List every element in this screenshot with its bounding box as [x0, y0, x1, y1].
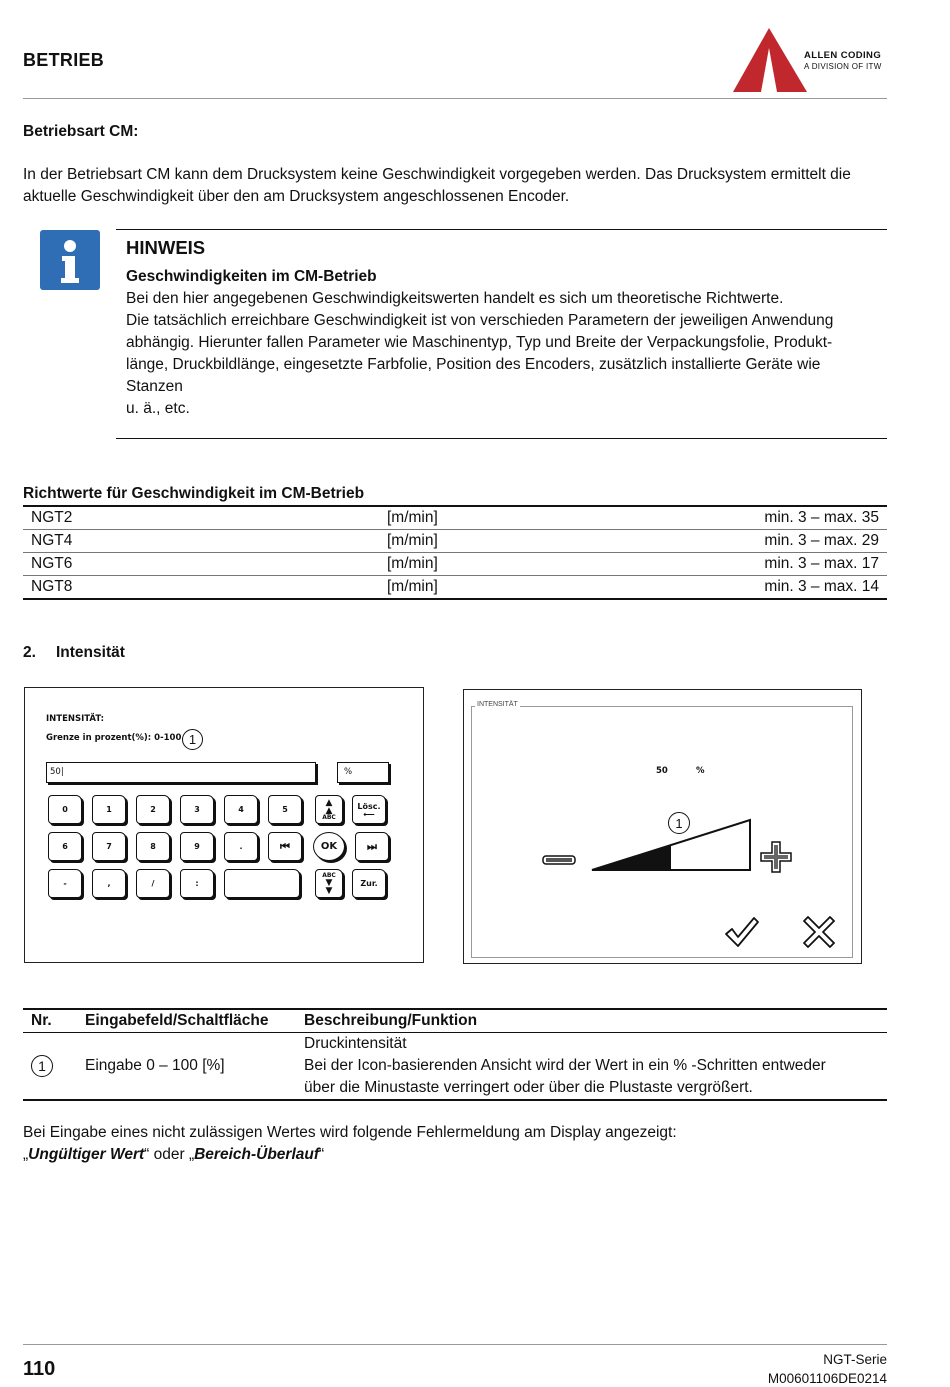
note-title: HINWEIS: [126, 237, 206, 258]
key-1[interactable]: 1: [92, 795, 126, 824]
marker-1-icon: 1: [668, 812, 690, 834]
key-9[interactable]: 9: [180, 832, 214, 861]
intensity-input[interactable]: [46, 762, 316, 783]
description-cell: [296, 1033, 887, 1101]
speed-table: [23, 505, 887, 600]
abc-label: ABC: [322, 813, 336, 821]
section2-title: Intensität: [56, 644, 125, 661]
description-line: über die Minustaste verringert oder über die Plustaste vergrößert.: [304, 1079, 753, 1096]
table-header-row: [23, 1009, 887, 1033]
marker-1-icon: 1: [31, 1055, 53, 1077]
cancel-button[interactable]: [801, 916, 837, 948]
unit-cell: [m/min]: [379, 506, 551, 530]
key-8[interactable]: 8: [136, 832, 170, 861]
keypad-limit-label: Grenze in prozent(%): 0-100: [46, 733, 182, 743]
header-divider: [23, 98, 887, 99]
confirm-button[interactable]: [724, 916, 760, 948]
header-nr: Nr.: [23, 1009, 77, 1033]
skip-back-icon: ⏮: [280, 839, 290, 853]
key-colon[interactable]: :: [180, 869, 214, 898]
shift-down-button[interactable]: [315, 869, 343, 898]
error-messages: [23, 1144, 324, 1166]
key-dot[interactable]: .: [224, 832, 258, 861]
key-dash[interactable]: -: [48, 869, 82, 898]
slider-value: 50: [656, 766, 668, 776]
field-cell: Eingabe 0 – 100 [%]: [77, 1033, 296, 1101]
key-2[interactable]: 2: [136, 795, 170, 824]
note-line: u. ä., etc.: [126, 400, 190, 417]
double-down-arrow-icon: ▼ ▼: [325, 877, 333, 896]
section-title: BETRIEB: [23, 50, 105, 70]
error-intro: Bei Eingabe eines nicht zulässigen Wertes wird folgende Fehlermeldung am Display angezeigt:: [23, 1124, 677, 1141]
note-body: [126, 288, 886, 420]
keypad-title: INTENSITÄT:: [46, 714, 105, 724]
delete-label: Lösc.: [357, 801, 381, 811]
info-icon: [40, 230, 100, 290]
note-line: Stanzen: [126, 378, 183, 395]
model-cell: NGT2: [23, 506, 379, 530]
table-row: [23, 506, 887, 530]
table-row: [23, 1033, 887, 1101]
keypad-screen: [24, 687, 424, 963]
intro-text: In der Betriebsart CM kann dem Drucksystem keine Geschwindigkeit vorgegeben werden. Das Drucksystem ermittelt die aktuelle Geschwindigkeit über den am Drucksystem angeschlossenen Encoder.: [23, 166, 851, 205]
minus-icon: [542, 855, 576, 865]
nr-cell: [23, 1033, 77, 1101]
key-comma[interactable]: ,: [92, 869, 126, 898]
model-cell: NGT6: [23, 553, 379, 576]
cursor-left-button[interactable]: [268, 832, 302, 861]
model-cell: NGT4: [23, 530, 379, 553]
unit-field: [337, 762, 389, 783]
close-icon: [801, 916, 837, 948]
slider-unit: %: [696, 766, 705, 776]
key-7[interactable]: 7: [92, 832, 126, 861]
header-field: Eingabefeld/Schaltfläche: [77, 1009, 296, 1033]
intro-heading: Betriebsart CM:: [23, 123, 139, 140]
error-range-overflow: Bereich-Überlauf: [194, 1146, 320, 1163]
note-line: Bei den hier angegebenen Geschwindigkeitswerten handelt es sich um theoretische Richtwerte.: [126, 290, 784, 307]
note-line: Die tatsächlich erreichbare Geschwindigkeit ist von verschieden Parametern der jeweiligen Anwendung: [126, 312, 834, 329]
quote-close: “: [319, 1146, 325, 1163]
ok-label: OK: [320, 841, 338, 852]
slider-screen: [463, 689, 862, 964]
allen-coding-logo-icon: [733, 28, 809, 94]
table-row: [23, 576, 887, 600]
error-invalid-value: Ungültiger Wert: [28, 1146, 145, 1163]
abc-label: ABC: [322, 871, 336, 879]
note-top-rule: [116, 229, 887, 230]
backspace-arrow-icon: ⟵: [363, 809, 375, 819]
footer-doc-id: M00601106DE0214: [767, 1371, 887, 1386]
range-cell: min. 3 – max. 29: [551, 530, 887, 553]
page-number: 110: [23, 1358, 56, 1380]
note-bottom-rule: [116, 438, 887, 439]
footer-series: NGT-Serie: [823, 1352, 887, 1367]
range-cell: min. 3 – max. 14: [551, 576, 887, 600]
unit-cell: [m/min]: [379, 553, 551, 576]
header-description: Beschreibung/Funktion: [296, 1009, 887, 1033]
unit-label: %: [344, 767, 353, 777]
shift-up-button[interactable]: [315, 795, 343, 824]
note-subtitle: Geschwindigkeiten im CM-Betrieb: [126, 268, 377, 285]
key-5[interactable]: 5: [268, 795, 302, 824]
range-cell: min. 3 – max. 17: [551, 553, 887, 576]
footer-divider: [23, 1344, 887, 1345]
intensity-input-value: 50|: [50, 767, 64, 777]
checkmark-icon: [724, 916, 760, 948]
unit-cell: [m/min]: [379, 576, 551, 600]
model-cell: NGT8: [23, 576, 379, 600]
note-line: abhängig. Hierunter fallen Parameter wie Maschinentyp, Typ und Breite der Verpackungsfolie, Produkt-: [126, 334, 833, 351]
quote-or: “ oder „: [144, 1146, 195, 1163]
table-row: [23, 530, 887, 553]
key-slash[interactable]: /: [136, 869, 170, 898]
description-line: Druckintensität: [304, 1035, 407, 1052]
slider-title: INTENSITÄT: [477, 701, 518, 708]
plus-button[interactable]: [759, 840, 793, 874]
minus-button[interactable]: [542, 852, 576, 862]
key-0[interactable]: 0: [48, 795, 82, 824]
table-row: [23, 553, 887, 576]
section2-number: 2.: [23, 644, 36, 661]
brand-name: ALLEN CODING: [804, 50, 882, 61]
key-6[interactable]: 6: [48, 832, 82, 861]
brand-logo: [733, 28, 893, 94]
range-cell: min. 3 – max. 35: [551, 506, 887, 530]
marker-1-icon: 1: [182, 729, 203, 750]
skip-forward-icon: ⏭: [367, 839, 377, 853]
cursor-right-button[interactable]: [355, 832, 389, 861]
plus-icon: [759, 840, 793, 874]
back-button[interactable]: [352, 869, 386, 898]
note-line: länge, Druckbildlänge, eingesetzte Farbfolie, Position des Encoders, zusätzlich installierte Geräte wie: [126, 356, 821, 373]
intensity-wedge: [590, 818, 752, 872]
double-up-arrow-icon: ▲ ▲: [325, 797, 333, 816]
back-label: Zur.: [360, 879, 378, 888]
key-4[interactable]: 4: [224, 795, 258, 824]
description-line: Bei der Icon-basierenden Ansicht wird der Wert in ein % -Schritten entweder: [304, 1057, 826, 1074]
key-3[interactable]: 3: [180, 795, 214, 824]
brand-tagline: A DIVISION OF ITW: [804, 62, 882, 71]
quote-open: „: [23, 1146, 29, 1163]
ok-button[interactable]: [313, 832, 345, 861]
delete-button[interactable]: [352, 795, 386, 824]
unit-cell: [m/min]: [379, 530, 551, 553]
speed-table-caption: Richtwerte für Geschwindigkeit im CM-Betrieb: [23, 485, 365, 502]
space-key[interactable]: [224, 869, 300, 898]
function-table: [23, 1008, 887, 1101]
